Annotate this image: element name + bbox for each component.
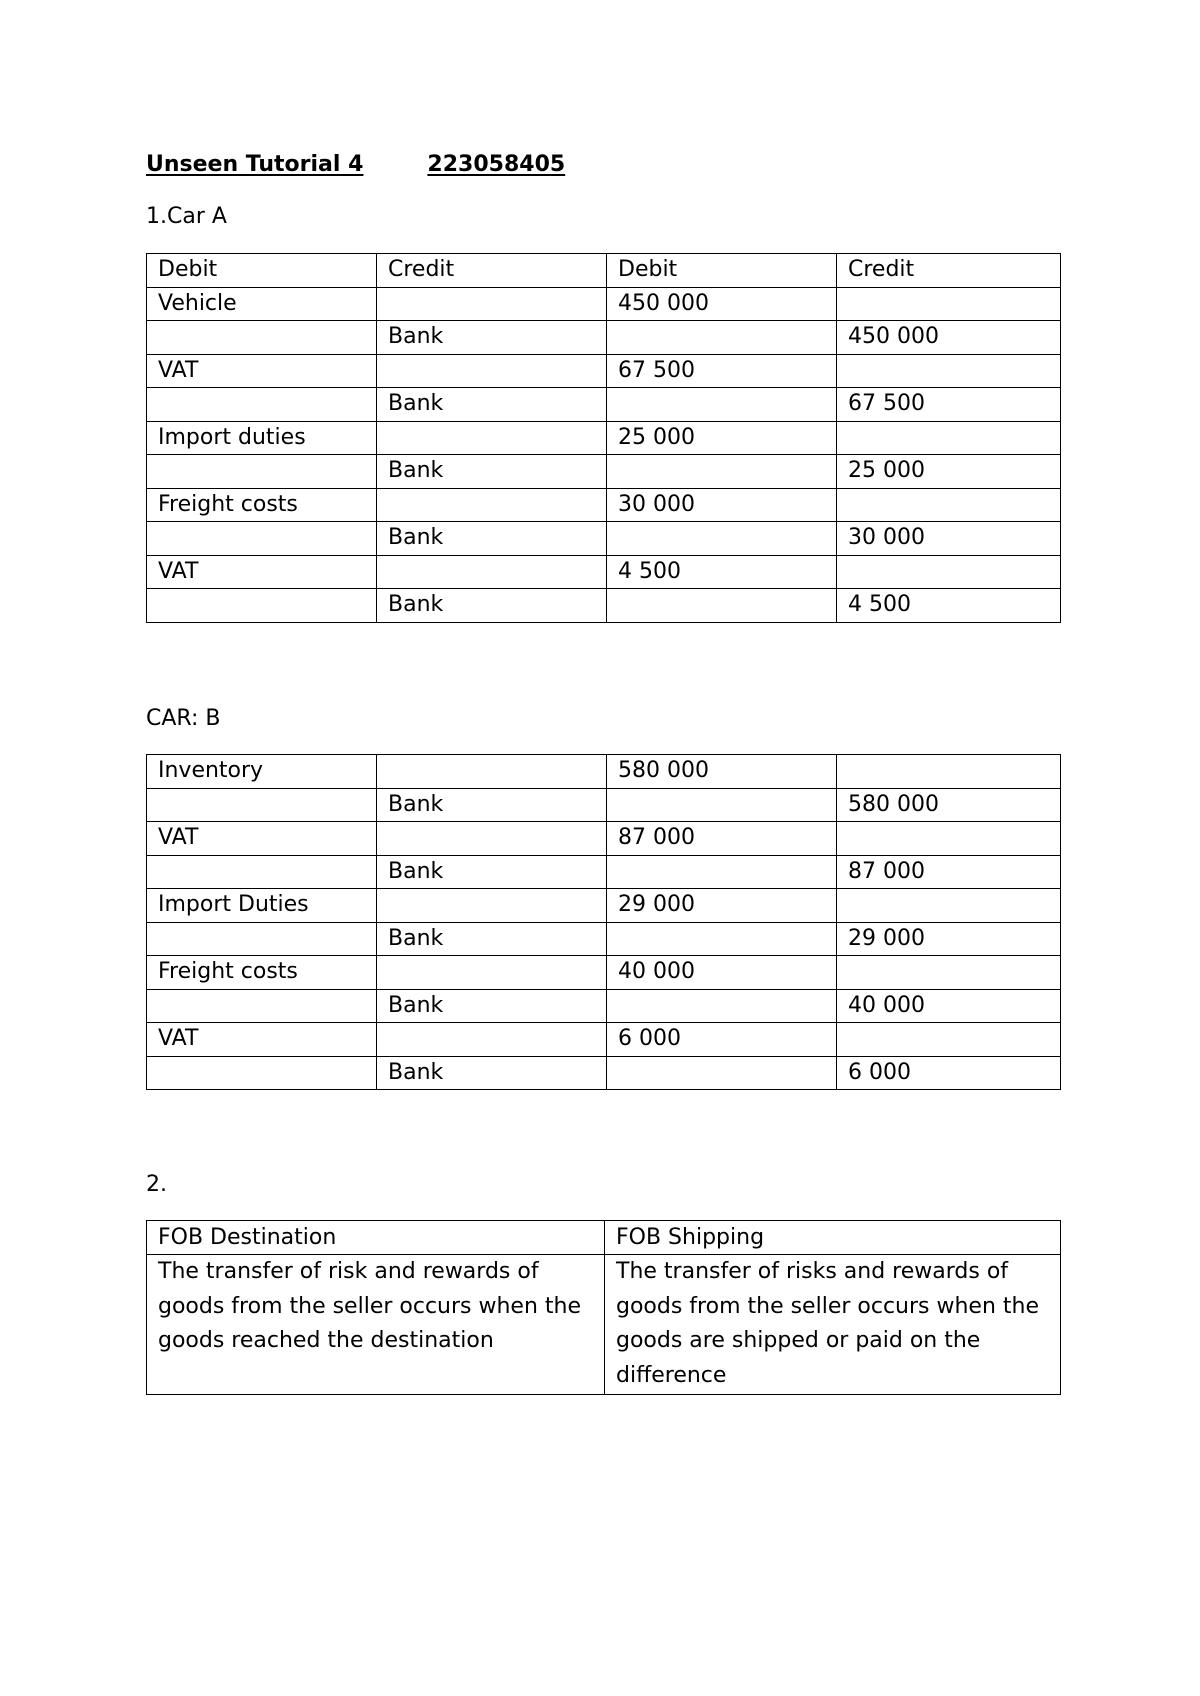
table-cell: VAT <box>147 1023 377 1057</box>
table-row <box>147 1023 1061 1057</box>
table-cell <box>837 555 1061 589</box>
header-cell: Credit <box>837 254 1061 288</box>
table-row <box>147 855 1061 889</box>
table-cell <box>837 956 1061 990</box>
table-cell: 6 000 <box>837 1056 1061 1090</box>
table-cell: 6 000 <box>607 1023 837 1057</box>
table-cell: Import duties <box>147 421 377 455</box>
table-cell: Bank <box>377 455 607 489</box>
table-cell: 67 500 <box>837 388 1061 422</box>
table-cell: 25 000 <box>607 421 837 455</box>
table-header-row <box>147 254 1061 288</box>
table-cell: 4 500 <box>837 589 1061 623</box>
table-cell <box>377 421 607 455</box>
table-cell <box>837 287 1061 321</box>
table-cell: 29 000 <box>607 889 837 923</box>
table-cell: 580 000 <box>837 788 1061 822</box>
table-cell <box>377 822 607 856</box>
table-cell: Import Duties <box>147 889 377 923</box>
table-cell <box>837 822 1061 856</box>
table-cell: Bank <box>377 788 607 822</box>
table-cell <box>607 388 837 422</box>
table-row <box>147 1255 1061 1395</box>
table-cell <box>377 755 607 789</box>
table-cell: Freight costs <box>147 488 377 522</box>
table-row <box>147 421 1061 455</box>
table-row <box>147 956 1061 990</box>
table-cell <box>147 522 377 556</box>
fob-shipping-header: FOB Shipping <box>605 1221 1061 1255</box>
header-cell: Debit <box>147 254 377 288</box>
table-cell: 30 000 <box>607 488 837 522</box>
section-2-label: 2. <box>146 1172 167 1197</box>
table-row <box>147 388 1061 422</box>
table-header-row <box>147 1221 1061 1255</box>
table-cell <box>837 755 1061 789</box>
table-row <box>147 354 1061 388</box>
table-cell <box>607 788 837 822</box>
table-cell: 29 000 <box>837 922 1061 956</box>
table-row <box>147 989 1061 1023</box>
fob-destination-header: FOB Destination <box>147 1221 605 1255</box>
table-cell: Bank <box>377 855 607 889</box>
table-cell <box>607 589 837 623</box>
table-row <box>147 822 1061 856</box>
table-cell: 580 000 <box>607 755 837 789</box>
table-cell: 67 500 <box>607 354 837 388</box>
table-cell <box>377 287 607 321</box>
table-cell <box>607 321 837 355</box>
table-cell <box>377 354 607 388</box>
car-b-label: CAR: B <box>146 706 221 731</box>
table-cell: VAT <box>147 555 377 589</box>
table-cell <box>377 555 607 589</box>
table-cell: Freight costs <box>147 956 377 990</box>
table-cell: Bank <box>377 522 607 556</box>
table-cell <box>377 889 607 923</box>
table-cell <box>147 855 377 889</box>
table-cell <box>837 889 1061 923</box>
table-row <box>147 455 1061 489</box>
car-a-journal-table <box>146 253 1061 623</box>
table-cell: 30 000 <box>837 522 1061 556</box>
table-row <box>147 1056 1061 1090</box>
table-cell: VAT <box>147 354 377 388</box>
table-row <box>147 321 1061 355</box>
table-cell: 87 000 <box>837 855 1061 889</box>
table-cell <box>147 388 377 422</box>
table-cell: Inventory <box>147 755 377 789</box>
table-cell <box>607 1056 837 1090</box>
table-cell: 450 000 <box>837 321 1061 355</box>
table-cell <box>837 421 1061 455</box>
table-cell <box>377 488 607 522</box>
table-row <box>147 788 1061 822</box>
table-cell <box>147 922 377 956</box>
section-1-label: 1.Car A <box>146 204 227 229</box>
table-row <box>147 555 1061 589</box>
table-row <box>147 889 1061 923</box>
fob-destination-description: The transfer of risk and rewards of goods from the seller occurs when the goods reached the destination <box>147 1255 605 1395</box>
table-row <box>147 755 1061 789</box>
table-row <box>147 488 1061 522</box>
table-cell: 40 000 <box>607 956 837 990</box>
table-cell <box>377 956 607 990</box>
table-cell: 4 500 <box>607 555 837 589</box>
table-cell <box>607 455 837 489</box>
car-b-journal-table <box>146 754 1061 1090</box>
table-cell: Bank <box>377 321 607 355</box>
table-cell <box>147 788 377 822</box>
table-cell <box>147 989 377 1023</box>
table-cell: 40 000 <box>837 989 1061 1023</box>
table-cell <box>147 321 377 355</box>
table-cell <box>837 1023 1061 1057</box>
table-cell: Vehicle <box>147 287 377 321</box>
table-cell <box>607 855 837 889</box>
fob-comparison-table <box>146 1220 1061 1395</box>
header-cell: Debit <box>607 254 837 288</box>
fob-shipping-description: The transfer of risks and rewards of goods from the seller occurs when the goods are shipped or paid on the difference <box>605 1255 1061 1395</box>
table-row <box>147 922 1061 956</box>
table-cell: Bank <box>377 922 607 956</box>
table-cell: Bank <box>377 1056 607 1090</box>
document-title: Unseen Tutorial 4 <box>146 152 364 177</box>
table-row <box>147 589 1061 623</box>
table-row <box>147 287 1061 321</box>
table-cell: Bank <box>377 388 607 422</box>
table-cell <box>147 589 377 623</box>
table-cell <box>607 922 837 956</box>
table-cell: Bank <box>377 589 607 623</box>
table-cell <box>607 989 837 1023</box>
table-cell: 87 000 <box>607 822 837 856</box>
table-cell: 25 000 <box>837 455 1061 489</box>
student-number: 223058405 <box>427 152 566 177</box>
table-cell <box>147 455 377 489</box>
table-cell: 450 000 <box>607 287 837 321</box>
header-cell: Credit <box>377 254 607 288</box>
table-cell <box>377 1023 607 1057</box>
table-cell <box>607 522 837 556</box>
table-cell <box>837 488 1061 522</box>
table-cell <box>837 354 1061 388</box>
table-cell: Bank <box>377 989 607 1023</box>
table-cell <box>147 1056 377 1090</box>
document-heading <box>146 151 565 179</box>
table-cell: VAT <box>147 822 377 856</box>
table-row <box>147 522 1061 556</box>
